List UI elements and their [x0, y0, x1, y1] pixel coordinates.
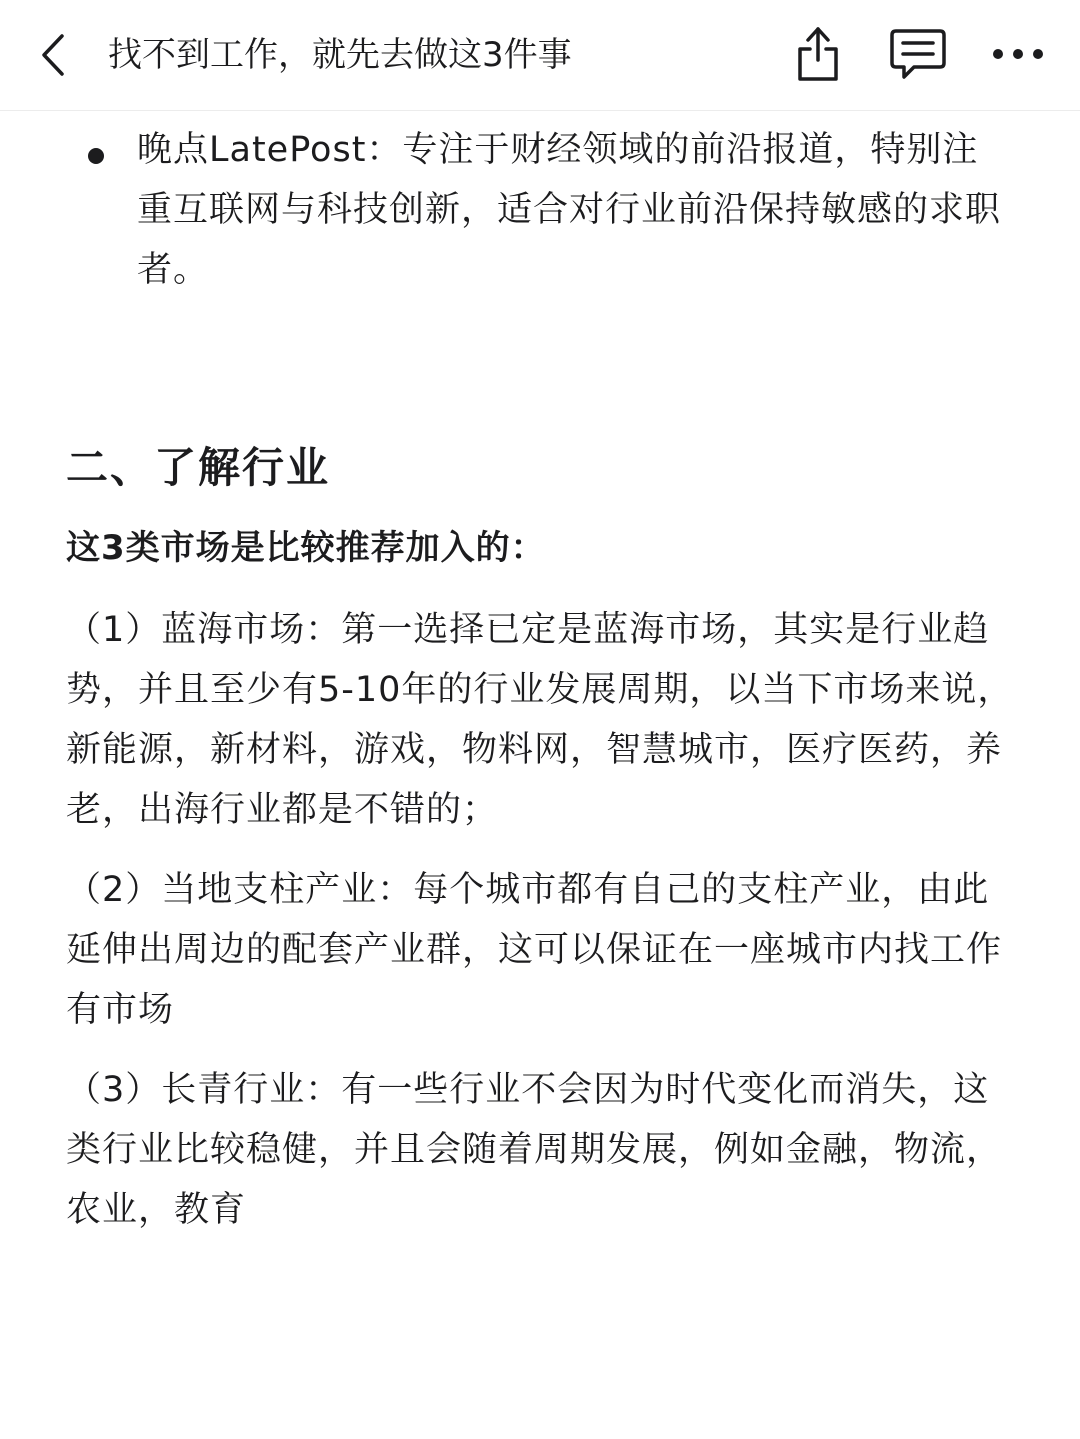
more-horizontal-icon — [990, 46, 1046, 62]
paragraph-local-pillar-industry: （2）当地支柱产业：每个城市都有自己的支柱产业，由此延伸出周边的配套产业群，这可以保证在一座城市内找工作有市场 — [66, 870, 1003, 1030]
back-button[interactable] — [28, 28, 78, 82]
paragraph-evergreen-industry: （3）长青行业：有一些行业不会因为时代变化而消失，这类行业比较稳健，并且会随着周期发展，例如金融，物流，农业，教育 — [66, 1070, 1003, 1230]
page-title: 找不到工作，就先去做这3件事 — [108, 35, 572, 75]
comment-icon — [888, 25, 948, 83]
top-navigation-bar — [0, 0, 1080, 111]
more-button[interactable] — [988, 24, 1048, 84]
bullet-text: 晚点LatePost：专注于财经领域的前沿报道，特别注重互联网与科技创新，适合对行业前沿保持敏感的求职者。 — [137, 130, 1002, 290]
share-button[interactable] — [788, 24, 848, 84]
bullet-point — [88, 148, 104, 164]
chevron-left-icon — [38, 32, 68, 78]
comment-button[interactable] — [888, 24, 948, 84]
section-heading: 二、了解行业 — [66, 443, 331, 492]
section-intro: 这3类市场是比较推荐加入的： — [66, 528, 546, 568]
paragraph-blue-ocean: （1）蓝海市场：第一选择已定是蓝海市场，其实是行业趋势，并且至少有5-10年的行业发展周期，以当下市场来说，新能源，新材料，游戏，物料网，智慧城市，医疗医药，养老，出海行业都是不错的； — [66, 610, 1014, 830]
share-icon — [791, 24, 845, 84]
